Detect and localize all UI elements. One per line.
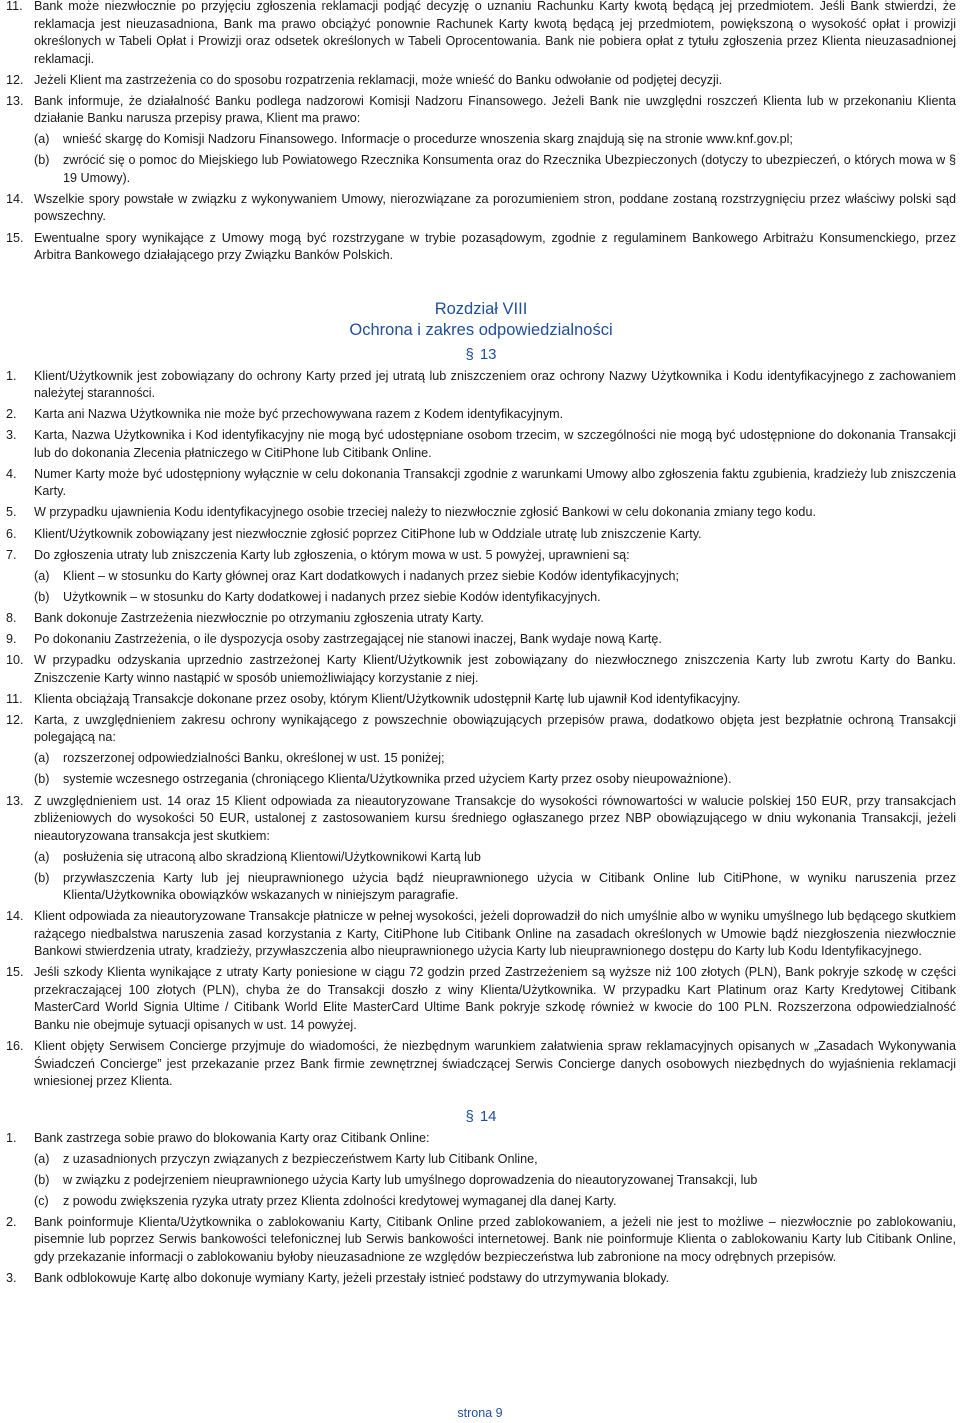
clause [6,652,956,687]
sub-clause-text: systemie wczesnego ostrzegania (chroniącego Klienta/Użytkownika przed użyciem Karty przez osoby nieupoważnione). [63,772,732,787]
clause-number: 16. [6,1039,24,1054]
clause-number: 7. [6,547,17,562]
section-14-heading [6,1107,956,1126]
clause-number: 8. [6,610,17,625]
chapter-title: Rozdział VIII [434,299,528,318]
clause-number: 10. [6,653,24,668]
clause [6,1130,956,1148]
clause-text: Bank informuje, że działalność Banku podlega nadzorowi Komisji Nadzoru Finansowego. Jeżeli Bank nie uwzględni roszczeń Klienta lub w przekonaniu Klienta działanie Banku narusza przepisy prawa, Klient ma prawo: [34,93,956,126]
clause-number: 1. [6,368,17,383]
clause-text: Bank zastrzega sobie prawo do blokowania Karty oraz Citibank Online: [34,1130,430,1145]
sub-clause-text: Klient – w stosunku do Karty głównej oraz Kart dodatkowych i nadanych przez siebie Kodów identyfikacyjnych; [63,568,680,583]
sub-clause-text: przywłaszczenia Karty lub jej nieuprawnionego użycia bądź nieuprawnionego użycia w Citibank Online lub CitiPhone, w wyniku naruszenia przez Klienta/Użytkownika obowiązków wskazanych w niniejszym paragrafie. [63,870,956,903]
clause-text: Karta, z uwzględnieniem zakresu ochrony wynikającego z powszechnie obowiązujących przepisów prawa, dodatkowo objęta jest bezpłatnie ochroną Transakcji polegającą na: [34,712,956,745]
sub-clause-text: zwrócić się o pomoc do Miejskiego lub Powiatowego Rzecznika Konsumenta oraz do Rzecznika Ubezpieczonych (dotyczy to ubezpieczeń, o których mowa w § 19 Umowy). [63,153,956,185]
sub-clause-label: (a) [34,568,50,583]
sub-clause-label: (b) [34,589,50,604]
clause-text: Numer Karty może być udostępniony wyłącznie w celu dokonania Transakcji zgodnie z warunkami Umowy albo zgłoszenia faktu zgubienia, kradzieży lub zniszczenia Karty. [34,466,956,499]
sub-clause-text: rozszerzonej odpowiedzialności Banku, określonej w ust. 15 poniżej; [63,751,445,766]
clause [6,504,956,522]
clause-number: 1. [6,1130,17,1145]
clause [6,406,956,424]
clause-number: 15. [6,230,24,245]
clause-text: Do zgłoszenia utraty lub zniszczenia Karty lub zgłoszenia, o którym mowa w ust. 5 powyżej, uprawnieni są: [34,547,630,562]
clause [6,712,956,747]
clause [6,610,956,628]
clause-number: 14. [6,191,24,206]
sub-clause [6,870,956,905]
clause-text: Klient/Użytkownik zobowiązany jest niezwłocznie zgłosić poprzez CitiPhone lub w Oddziale utratę lub zniszczenie Karty. [34,526,702,541]
clause-number: 11. [6,691,23,706]
clause [6,547,956,565]
sub-clause-text: Użytkownik – w stosunku do Karty dodatkowej i nadanych przez siebie Kodów identyfikacyjnych. [63,589,601,604]
chapter-subtitle: Ochrona i zakres odpowiedzialności [349,320,613,339]
sub-clause [6,589,956,607]
clause-text: Z uwzględnieniem ust. 14 oraz 15 Klient odpowiada za nieautoryzowane Transakcje do wysokości równowartości w walucie polskiej 150 EUR, przy transakcjach zbliżeniowych do wysokości 50 EUR, ustalonej z zastosowaniem kursu średniego ogłaszanego przez NBP obowiązującego w dniu wykonania Transakcji, jeżeli nieautoryzowana transakcja jest skutkiem: [34,793,956,843]
sub-clause [6,131,956,149]
clause [6,230,956,265]
clause-number: 9. [6,632,17,646]
section-13-heading [6,345,956,364]
clause-text: Karta, Nazwa Użytkownika i Kod identyfikacyjny nie mogą być udostępniane osobom trzecim, w szczególności nie mogą być udostępnione do dokonania Transakcji lub do dokonania Zlecenia płatniczego w CitiPhone lub Citibank Online. [34,428,956,460]
clause-number: 2. [6,1214,17,1229]
clause-number: 6. [6,526,17,541]
sub-clause-text: z powodu zwiększenia ryzyka utraty przez Klienta zdolności kredytowej wymaganej dla danej Karty. [63,1193,617,1208]
sub-clause-text: posłużenia się utraconą albo skradzioną Klientowi/Użytkownikowi Kartą lub [63,849,481,864]
sub-clause-text: z uzasadnionych przyczyn związanych z bezpieczeństwem Karty lub Citibank Online, [63,1151,538,1166]
clause [6,72,956,90]
clause [6,466,956,501]
sub-clause [6,750,956,768]
clause-number: 14. [6,909,24,924]
clause [6,964,956,1034]
sub-clause-label: (a) [34,1151,50,1166]
clause [6,1038,956,1091]
sub-clause-text: w związku z podejrzeniem nieuprawnionego użycia Karty lub umyślnego doprowadzenia do nieautoryzowanej Transakcji, lub [63,1172,758,1187]
clause-text: Bank poinformuje Klienta/Użytkownika o zablokowaniu Karty, Citibank Online przed zablokowaniem, a jeżeli nie jest to możliwe – niezwłocznie po zablokowaniu, pisemnie lub poprzez Serwis bankowości telefonicznej lub Serwis bankowości internetowej. Bank nie poinformuje Klienta o zablokowaniu Karty lub Citibank Online, gdy przekazanie informacji o zablokowaniu byłoby nieuzasadnione ze względów bezpieczeństwa lub zabronione na mocy odrębnych przepisów. [34,1214,956,1264]
clause-number: 13. [6,793,24,808]
clause [6,691,956,709]
sub-clause-label: (b) [34,870,50,885]
clause-text: Jeśli szkody Klienta wynikające z utraty Karty poniesione w ciągu 72 godzin przed Zastrzeżeniem są wyższe niż 100 złotych (PLN), Bank pokryje szkodę w części przekraczającej 100 złotych (PLN), chyba że do Transakcji doszło z winy Klienta/Użytkownika. W przypadku Kart Platinum oraz Karty Kredytowej Citibank MasterCard World Signia Ultime / Citibank World Elite MasterCard Ultime Bank pokryje szkodę również w kwocie do 100 PLN. Rozszerzona odpowiedzialność Banku nie obejmuje sytuacji opisanych w ust. 14 powyżej. [34,965,956,1032]
sub-clause [6,1172,956,1190]
sub-clause-label: (b) [34,153,50,168]
section-14-clauses [6,1130,956,1288]
document-page [6,0,956,1291]
sub-clause [6,771,956,789]
clause-number: 11. [6,0,23,13]
clause [6,93,956,128]
sub-clause-label: (c) [34,1193,49,1208]
clause-text: Ewentualne spory wynikające z Umowy mogą być rozstrzygane w trybie pozasądowym, zgodnie z regulaminem Bankowego Arbitrażu Konsumenckiego, przez Arbitra Bankowego działającego przy Związku Banków Polskich. [34,230,956,263]
clause [6,0,956,68]
clause-text: Bank dokonuje Zastrzeżenia niezwłocznie po otrzymaniu zgłoszenia utraty Karty. [34,610,484,625]
clause-number: 3. [6,428,17,443]
clause-text: Wszelkie spory powstałe w związku z wykonywaniem Umowy, nierozwiązane za porozumieniem stron, poddane zostaną rozstrzygnięciu przez właściwy polski sąd powszechny. [34,191,956,224]
clause-text: W przypadku odzyskania uprzednio zastrzeżonej Karty Klient/Użytkownik jest zobowiązany do niezwłocznego zniszczenia Karty lub zwrotu Karty do Banku. Zniszczenie Karty winno nastąpić w sposób uniemożliwiający korzystanie z niej. [34,653,956,685]
sub-clause-label: (b) [34,1172,50,1187]
sub-clause [6,849,956,867]
clause-text: W przypadku ujawnienia Kodu identyfikacyjnego osobie trzeciej należy to niezwłocznie zgłosić Bankowi w celu dokonania zmiany tego kodu. [34,505,816,520]
clause-number: 5. [6,505,17,520]
sub-clause-label: (a) [34,751,50,766]
clause-number: 3. [6,1271,17,1285]
sub-clause-text: wnieść skargę do Komisji Nadzoru Finansowego. Informacje o procedurze wnoszenia skarg znajdują się na stronie www.knf.gov.pl; [63,132,793,147]
clause-text: Klient/Użytkownik jest zobowiązany do ochrony Karty przed jej utratą lub zniszczeniem oraz ochrony Nazwy Użytkownika i Kodu identyfikacyjnego z zachowaniem należytej staranności. [34,368,956,401]
clause-number: 4. [6,466,17,481]
section-sign: § [465,345,474,363]
section-sign: § [465,1107,474,1125]
clause-number: 12. [6,72,24,87]
complaint-clauses [6,0,956,265]
clause [6,427,956,462]
clause-number: 15. [6,965,24,980]
section-number: 13 [479,345,497,363]
clause-number: 13. [6,93,24,108]
sub-clause [6,152,956,187]
chapter-heading [6,299,956,341]
sub-clause-label: (b) [34,772,50,787]
sub-clause-label: (a) [34,849,50,864]
clause-text: Karta ani Nazwa Użytkownika nie może być przechowywana razem z Kodem identyfikacyjnym. [34,407,564,422]
clause [6,526,956,544]
clause-text: Klienta obciążają Transakcje dokonane przez osoby, którym Klient/Użytkownik udostępnił Kartę lub ujawnił Kod identyfikacyjny. [34,691,741,706]
page-number: strona 9 [457,1406,503,1420]
clause [6,191,956,226]
clause-text: Klient odpowiada za nieautoryzowane Transakcje płatnicze w pełnej wysokości, jeżeli doprowadził do nich umyślnie albo w wyniku umyślnego lub będącego skutkiem rażącego niedbalstwa naruszenia zasad korzystania z Karty, CitiPhone lub Citibank Online na zasadach określonych w Umowie bądź niezgłoszenia niezwłocznie Bankowi stwierdzenia utraty, kradzieży, przywłaszczenia albo nieuprawnionego użycia Karty lub nieuprawnionego dostępu do Karty lub Kodu Identyfikacyjnego. [34,909,956,959]
clause-number: 12. [6,712,24,727]
clause [6,368,956,403]
clause-text: Klient objęty Serwisem Concierge przyjmuje do wiadomości, że niezbędnym warunkiem załatwienia spraw reklamacyjnych opisanych w „Zasadach Wykonywania Świadczeń Concierge” jest przekazanie przez Bank firmie zewnętrznej świadczącej Serwis Concierge danych osobowych niezbędnych do wyjaśnienia reklamacji wniesionej przez Klienta. [34,1039,956,1089]
clause [6,1270,956,1288]
clause [6,1214,956,1267]
sub-clause-label: (a) [34,132,50,147]
clause-text: Bank może niezwłocznie po przyjęciu zgłoszenia reklamacji podjąć decyzję o uznaniu Rachunku Karty kwotą będącą jej przedmiotem. Jeśli Bank stwierdzi, że reklamacja jest nieuzasadniona, Bank ma prawo obciążyć ponownie Rachunek Karty kwotą będącą jej przedmiotem, powiększoną o wysokość opłat i prowizji określonych w Tabeli Opłat i Prowizji oraz odsetek określonych w Tabeli Oprocentowania. Bank nie pobiera opłat z tytułu zgłoszenia przez Klienta nieuzasadnionej reklamacji. [34,0,956,66]
clause-number: 2. [6,407,17,422]
clause-text: Po dokonaniu Zastrzeżenia, o ile dyspozycja osoby zastrzegającej nie stanowi inaczej, Bank wydaje nową Kartę. [34,632,662,646]
clause [6,631,956,649]
section-number: 14 [479,1107,497,1125]
sub-clause [6,1193,956,1211]
sub-clause [6,1151,956,1169]
clause-text: Jeżeli Klient ma zastrzeżenia co do sposobu rozpatrzenia reklamacji, może wnieść do Banku odwołanie od podjętej decyzji. [34,72,723,87]
clause-text: Bank odblokowuje Kartę albo dokonuje wymiany Karty, jeżeli przestały istnieć podstawy do utrzymywania blokady. [34,1271,670,1285]
section-13-clauses [6,368,956,1091]
clause [6,908,956,961]
clause [6,793,956,846]
sub-clause [6,568,956,586]
